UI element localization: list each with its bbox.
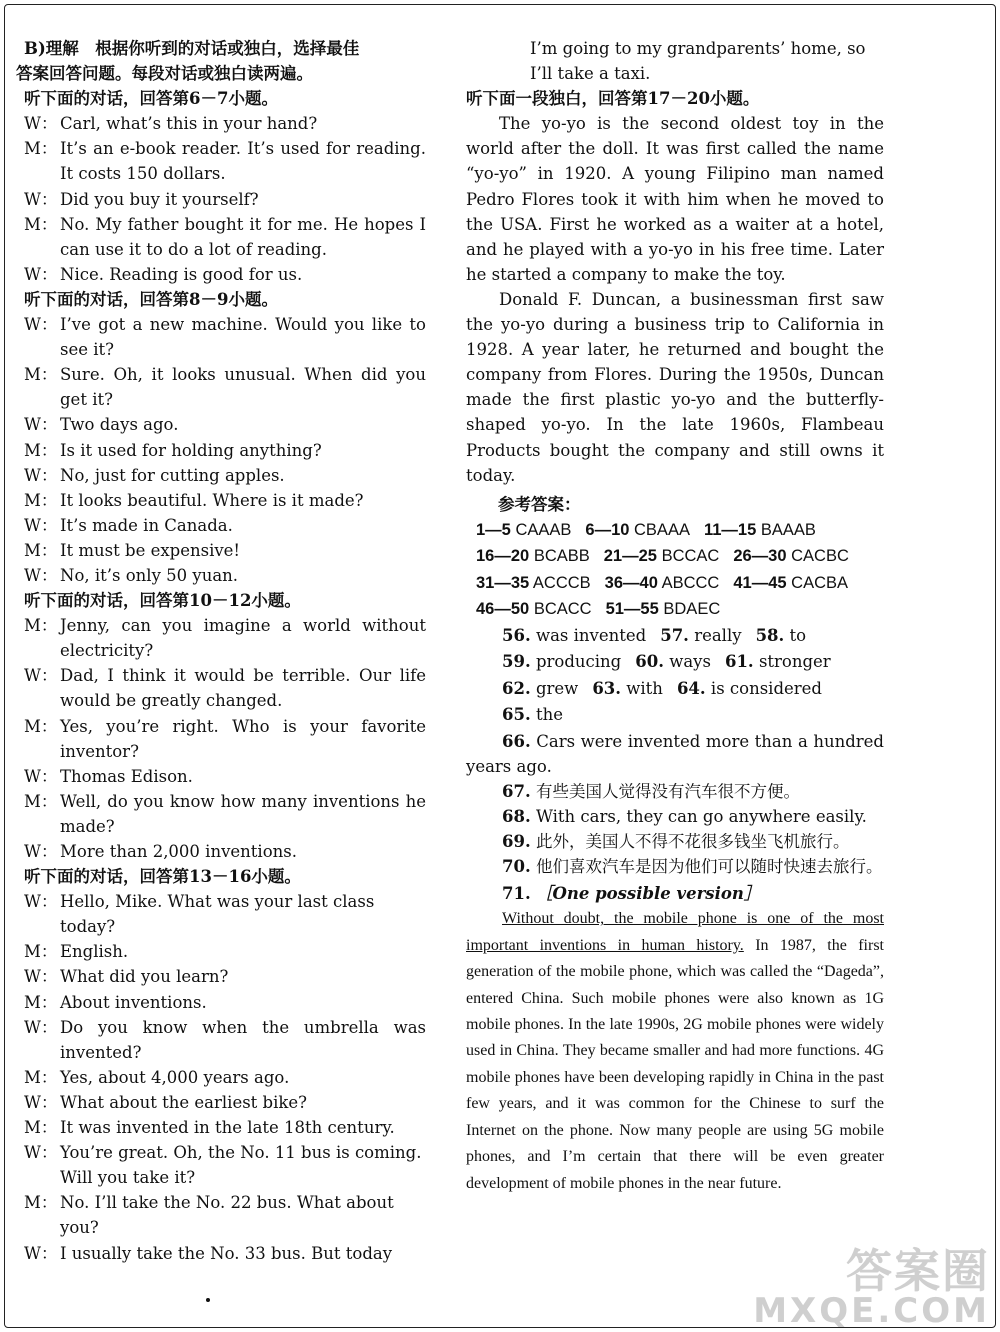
passage-paragraph-1: The yo-yo is the second oldest toy in the world after the doll. It was first called the name “yo-yo” in 1920. A young Filipino man named Pedro Flores took it with him when he moved to the USA. First he worked as a waiter at a hotel, and he played with a yo-yo in his free time. Later he started a company to make the toy. [466, 114, 884, 284]
dialogue-line: M： Is it used for holding anything? [24, 440, 322, 460]
mc-answers [466, 517, 884, 623]
answer-71-label: 71. ［One possible version］ [502, 884, 761, 904]
dialogue-continuation: I’m going to my grandparents’ home, so I’ll take a taxi. [530, 39, 866, 84]
dialogue-line: M： It was invented in the late 18th century. [24, 1118, 395, 1138]
dialogue-line: M： Sure. Oh, it looks unusual. When did you get it? [24, 365, 426, 410]
left-column [16, 36, 426, 1266]
dialogue-line: M： It must be expensive! [24, 540, 241, 560]
answer-row: 62. grew 63. with 64. is considered [502, 678, 822, 698]
dialogue-line: W： Carl, what’s this in your hand? [24, 114, 318, 134]
instruction: 听下面的对话，回答第6－7小题。 [24, 89, 278, 109]
dialogue-line: W： Hello, Mike. What was your last class today? [24, 892, 375, 937]
dialogue-line: M： Yes, about 4,000 years ago. [24, 1067, 290, 1087]
model-essay [466, 906, 884, 1196]
instruction: 听下面一段独白，回答第17－20小题。 [466, 89, 760, 109]
dialogue-line: M： No. I’ll take the No. 22 bus. What about you? [24, 1193, 394, 1238]
answer-row: 59. producing 60. ways 61. stronger [502, 652, 831, 672]
dialogue-line: M： Jenny, can you imagine a world without electricity? [24, 616, 426, 661]
answer-67: 67. 有些美国人觉得没有汽车很不方便。 [502, 781, 800, 801]
answer-66: 66. Cars were invented more than a hundred years ago. [466, 731, 884, 776]
dialogue-line: W： Nice. Reading is good for us. [24, 264, 303, 284]
dialogue-line: W： What did you learn? [24, 967, 229, 987]
dialogue-line: M： No. My father bought it for me. He hopes I can use it to do a lot of reading. [24, 214, 426, 259]
dialogue-line: W： I usually take the No. 33 bus. But today [24, 1243, 393, 1263]
dialogue-line: W： More than 2,000 inventions. [24, 842, 297, 861]
instruction: 听下面的对话，回答第13－16小题。 [24, 867, 301, 887]
answer-row: 65. the [502, 705, 563, 725]
instruction: 听下面的对话，回答第10－12小题。 [24, 591, 301, 611]
dialogue-line: W： Two days ago. [24, 415, 179, 435]
essay-topic-sentence: Without doubt, the mobile phone is one of the most important inventions in human history. [466, 910, 884, 954]
dialogue-line: W： You’re great. Oh, the No. 11 bus is coming. Will you take it? [24, 1143, 422, 1188]
dialogue-line: W： It’s made in Canada. [24, 515, 233, 535]
dialogue-line: W： I’ve got a new machine. Would you like to see it? [24, 315, 426, 360]
dialogue-line: W： No, it’s only 50 yuan. [24, 565, 239, 585]
watermark [753, 1244, 990, 1331]
passage-paragraph-2: Donald F. Duncan, a businessman first saw the yo-yo during a business trip to California in 1928. A year later, he returned and bought the company from Flores. During the 1950s, Duncan made the first plastic yo-yo and the butterfly-shaped yo-yo. In the late 1960s, Flambeau Products bought the company and still owns it today. [466, 289, 884, 485]
fill-answers [466, 623, 884, 729]
answer-69: 69. 此外，美国人不得不花很多钱坐飞机旅行。 [502, 832, 850, 852]
section-heading-line2: 答案回答问题。每段对话或独白读两遍。 [16, 64, 313, 84]
section-heading-line1: B)理解 根据你听到的对话或独白，选择最佳 [24, 39, 360, 58]
dialogue-line: W： What about the earliest bike? [24, 1092, 308, 1112]
answer-row: 16—20 BCABB 21—25 BCCAC 26—30 CACBC [476, 547, 849, 566]
answer-row: 1—5 CAAAB 6—10 CBAAA 11—15 BAAAB [476, 520, 816, 539]
dialogue-line: M： It looks beautiful. Where is it made? [24, 490, 364, 510]
instruction: 听下面的对话，回答第8－9小题。 [24, 289, 278, 309]
answer-68: 68. With cars, they can go anywhere easily. [502, 807, 867, 827]
right-column [466, 36, 884, 1197]
watermark-logo-text: 答案圈 [846, 1244, 990, 1298]
dialogue-line: W： Dad, I think it would be terrible. Our life would be greatly changed. [24, 666, 426, 711]
dialogue-line: M： Yes, you’re right. Who is your favorite inventor? [24, 716, 426, 761]
dialogue-line: M： English. [24, 942, 129, 962]
answer-row: 56. was invented 57. really 58. to [502, 625, 807, 645]
dialogue-line: W： Do you know when the umbrella was invented? [24, 1017, 426, 1062]
dialogue-line: W： Did you buy it yourself? [24, 189, 259, 209]
answer-70: 70. 他们喜欢汽车是因为他们可以随时快速去旅行。 [502, 857, 883, 877]
watermark-url: MXQE.COM [753, 1291, 990, 1331]
dialogue-line: W： No, just for cutting apples. [24, 465, 285, 485]
answer-row: 46—50 BCACC 51—55 BDAEC [476, 600, 721, 619]
essay-body: In 1987, the first generation of the mobile phone, which was called the “Dageda”, entered China. Such mobile phones were also known as 1G mobile phones. In the late 1990s, 2G mobile phones were widely used in China. They became smaller and had more functions. 4G mobile phones have been developing rapidly in China in the past few years, and it was common for the Chinese to surf the Internet on the phone. Now many people are using 5G mobile phones, and I’m certain that there will be even greater development of mobile phones in the near future. [466, 936, 884, 1192]
page-dot [206, 1298, 210, 1302]
dialogue-line: M： About inventions. [24, 992, 207, 1012]
dialogue-line: M： It’s an e-book reader. It’s used for reading. It costs 150 dollars. [24, 139, 426, 184]
answers-title: 参考答案： [498, 494, 581, 514]
dialogue-line: M： Well, do you know how many inventions he made? [24, 791, 426, 836]
dialogue-line: W： Thomas Edison. [24, 766, 193, 786]
answer-row: 31—35 ACCCB 36—40 ABCCC 41—45 CACBA [476, 573, 849, 592]
